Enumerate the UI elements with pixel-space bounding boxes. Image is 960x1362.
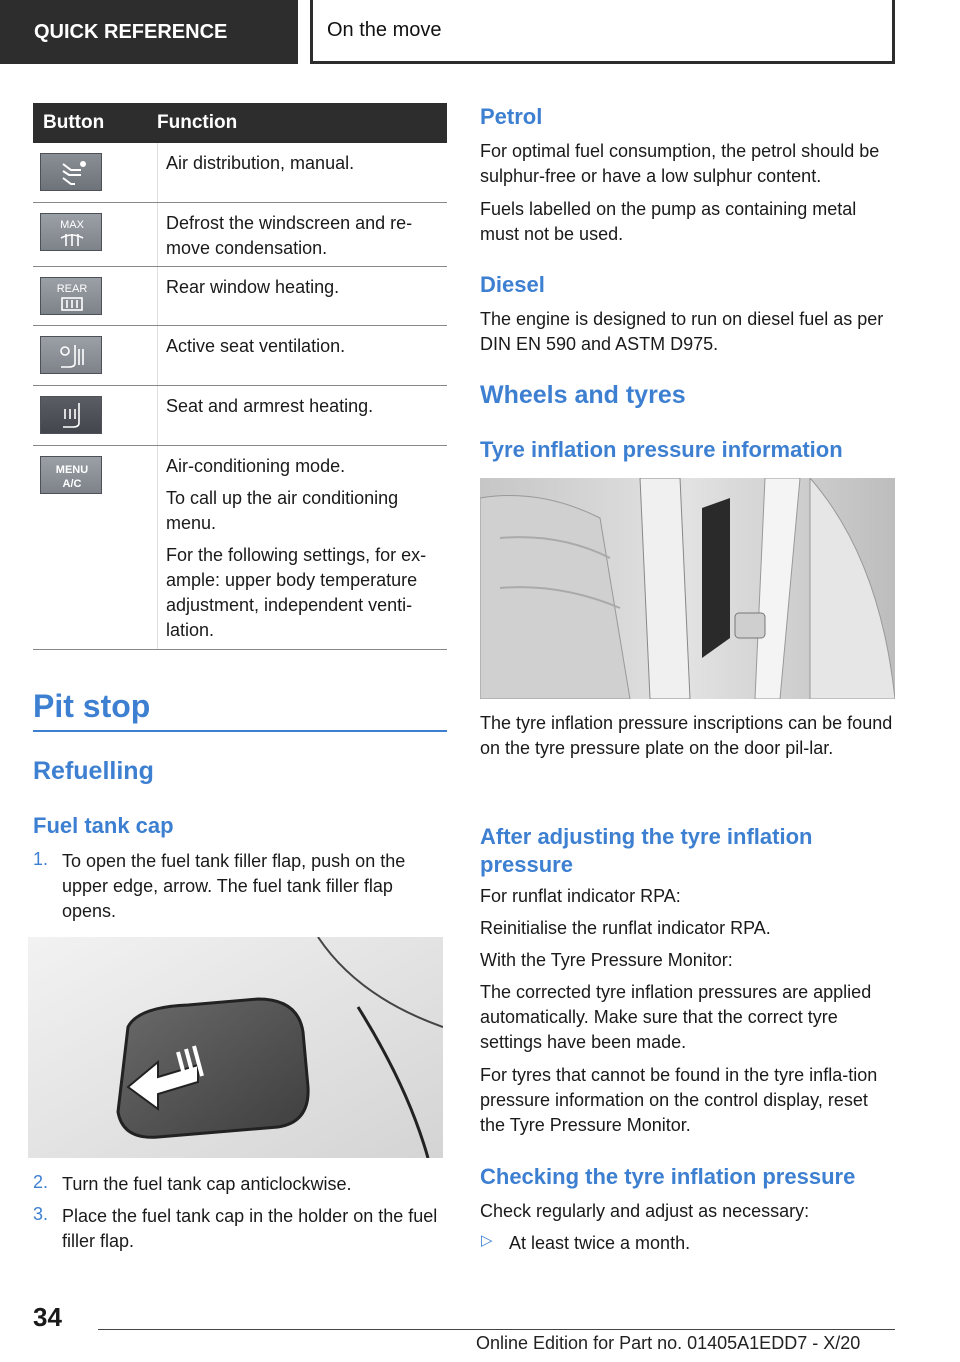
step-number: 3. bbox=[33, 1204, 49, 1224]
row-function-text: Air distribution, manual. bbox=[166, 153, 355, 173]
table-row bbox=[33, 386, 447, 446]
bullet-triangle-icon: ▷ bbox=[481, 1232, 493, 1249]
heading-tyre-info: Tyre inflation pressure information bbox=[480, 437, 843, 462]
table-row bbox=[33, 143, 447, 203]
checking-text: Check regularly and adjust as necessary: bbox=[480, 1201, 810, 1221]
button-function-table bbox=[33, 103, 447, 650]
svg-text:A/C: A/C bbox=[62, 478, 82, 490]
table-header bbox=[33, 103, 447, 143]
row-function-text: For the following settings, for ex-ample: upper body temperature adjustment, independent venti-lation. bbox=[166, 545, 427, 640]
heading-wheels-tyres: Wheels and tyres bbox=[480, 381, 686, 409]
section-rule bbox=[33, 730, 447, 732]
step-text: To open the fuel tank filler flap, push on the upper edge, arrow. The fuel tank filler flap opens. bbox=[62, 851, 406, 921]
heading-petrol: Petrol bbox=[480, 104, 543, 129]
svg-text:MAX: MAX bbox=[60, 219, 84, 231]
seat-ventilation-icon bbox=[40, 336, 102, 374]
petrol-text-2: Fuels labelled on the pump as containing metal must not be used. bbox=[480, 199, 857, 244]
step-number: 2. bbox=[33, 1172, 49, 1192]
air-distribution-icon bbox=[40, 153, 102, 191]
section-title-pit-stop: Pit stop bbox=[33, 688, 151, 724]
step-text: Place the fuel tank cap in the holder on the fuel filler flap. bbox=[62, 1206, 438, 1251]
max-defrost-icon bbox=[40, 213, 102, 251]
heading-after-adjusting: After adjusting the tyre inflation pressure bbox=[480, 824, 813, 877]
row-function-text: Defrost the windscreen and re-move condensation. bbox=[166, 213, 413, 258]
svg-text:MENU: MENU bbox=[55, 464, 89, 476]
chapter-title: On the move bbox=[310, 0, 895, 64]
table-row bbox=[33, 446, 447, 650]
footer-edition: Online Edition for Part no. 01405A1EDD7 - X/20 bbox=[476, 1333, 861, 1353]
rear-window-heating-icon bbox=[40, 277, 102, 315]
heading-refuelling: Refuelling bbox=[33, 757, 154, 785]
table-row bbox=[33, 326, 447, 386]
door-pillar-image bbox=[480, 478, 895, 699]
svg-text:REAR: REAR bbox=[56, 283, 88, 295]
after-text-3: With the Tyre Pressure Monitor: bbox=[480, 950, 733, 970]
after-text-5: For tyres that cannot be found in the tyre infla-tion pressure information on the control display, reset the Tyre Pressure Monitor. bbox=[480, 1065, 878, 1135]
row-function-text: Seat and armrest heating. bbox=[166, 396, 374, 416]
after-text-1: For runflat indicator RPA: bbox=[480, 886, 681, 906]
fuel-flap-image bbox=[28, 937, 443, 1158]
tyre-info-text: The tyre inflation pressure inscriptions can be found on the tyre pressure plate on the door pil-lar. bbox=[480, 713, 893, 758]
heading-diesel: Diesel bbox=[480, 272, 545, 297]
menu-ac-icon bbox=[40, 456, 102, 494]
row-function-text: Active seat ventilation. bbox=[166, 336, 346, 356]
col-header-function: Function bbox=[157, 112, 238, 133]
heading-fuel-tank-cap: Fuel tank cap bbox=[33, 813, 174, 838]
heading-checking-pressure: Checking the tyre inflation pressure bbox=[480, 1164, 856, 1189]
after-text-2: Reinitialise the runflat indicator RPA. bbox=[480, 918, 771, 938]
col-header-button: Button bbox=[43, 112, 105, 133]
seat-heating-icon bbox=[40, 396, 102, 434]
section-tab: QUICK REFERENCE bbox=[0, 0, 298, 64]
after-text-4: The corrected tyre inflation pressures are applied automatically. Make sure that the correct tyre settings have been made. bbox=[480, 982, 872, 1052]
step-number: 1. bbox=[33, 849, 49, 869]
footer-rule bbox=[98, 1329, 895, 1330]
row-function-text: To call up the air conditioning menu. bbox=[166, 488, 399, 533]
petrol-text-1: For optimal fuel consumption, the petrol should be sulphur-free or have a low sulphur content. bbox=[480, 141, 880, 186]
table-row bbox=[33, 267, 447, 326]
table-row bbox=[33, 203, 447, 267]
diesel-text: The engine is designed to run on diesel fuel as per DIN EN 590 and ASTM D975. bbox=[480, 309, 884, 354]
bullet-text: At least twice a month. bbox=[509, 1233, 691, 1253]
step-text: Turn the fuel tank cap anticlockwise. bbox=[62, 1174, 352, 1194]
row-function-text: Rear window heating. bbox=[166, 277, 340, 297]
row-function-text: Air-conditioning mode. bbox=[166, 456, 346, 476]
page-number: 34 bbox=[33, 1302, 62, 1332]
